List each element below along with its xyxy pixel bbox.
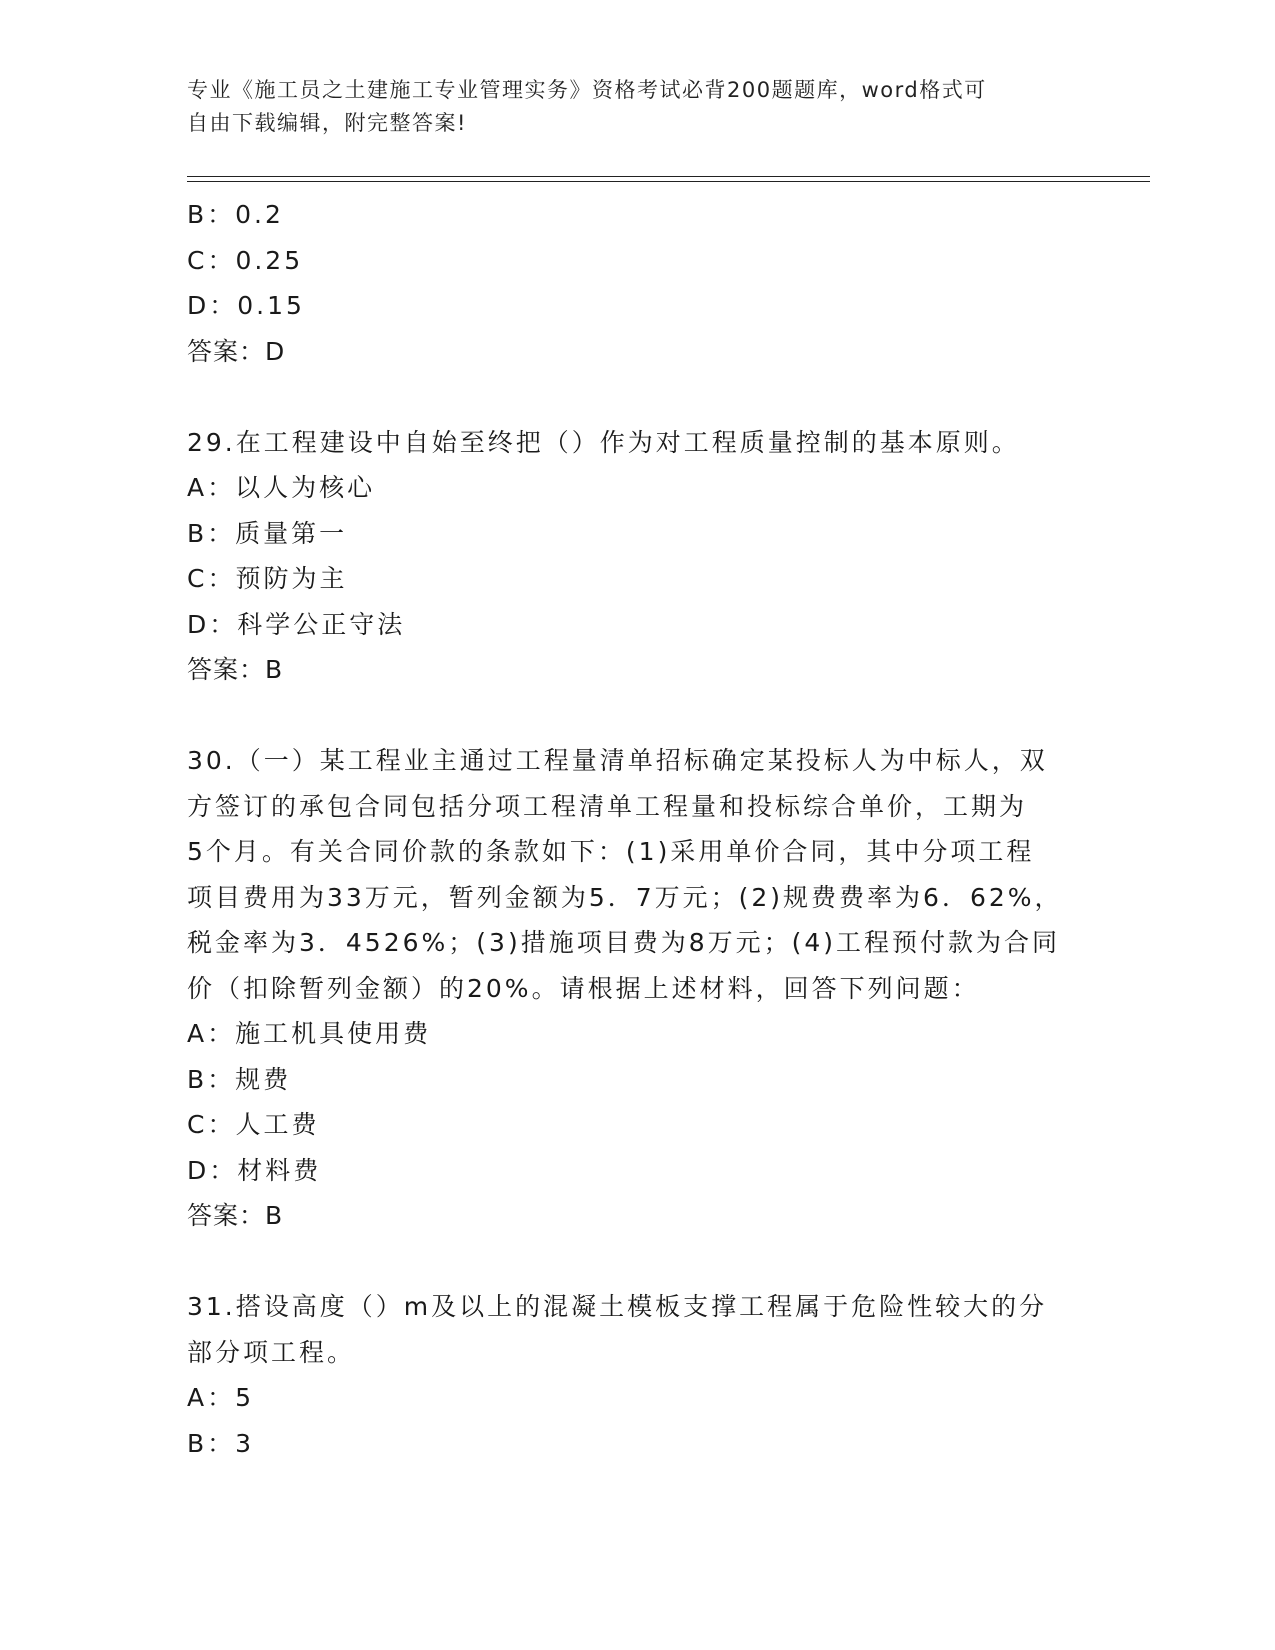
option-a: A：5	[187, 1383, 255, 1412]
question-text: 29.在工程建设中自始至终把（）作为对工程质量控制的基本原则。	[187, 427, 1020, 457]
spacer	[187, 374, 1067, 420]
option-a: A：以人为核心	[187, 473, 376, 502]
option-b: B：0.2	[187, 200, 284, 229]
answer: 答案：B	[187, 655, 284, 684]
option-c: C：0.25	[187, 245, 304, 275]
document-body	[187, 192, 1067, 1466]
question-30	[187, 738, 1067, 1239]
question-text-line: 价（扣除暂列金额）的20%。请根据上述材料，回答下列问题：	[187, 973, 980, 1003]
question-29	[187, 420, 1067, 693]
question-text-line: 31.搭设高度（）m及以上的混凝土模板支撑工程属于危险性较大的分	[187, 1292, 1048, 1321]
option-c: C：人工费	[187, 1110, 320, 1139]
header-title-line-1: 专业《施工员之土建施工专业管理实务》资格考试必背200题题库，word格式可	[187, 78, 987, 102]
option-b: B：规费	[187, 1064, 292, 1094]
question-28-continuation	[187, 192, 1067, 374]
spacer	[187, 693, 1067, 739]
option-b: B：3	[187, 1428, 255, 1458]
option-d: D：科学公正守法	[187, 609, 406, 639]
question-text-line: 5个月。有关合同价款的条款如下：(1)采用单价合同，其中分项工程	[187, 837, 1035, 866]
header-divider-bottom	[187, 181, 1150, 182]
question-text-line: 项目费用为33万元，暂列金额为5．7万元；(2)规费费率为6．62%，	[187, 882, 1063, 912]
option-b: B：质量第一	[187, 518, 348, 548]
question-text-line: 税金率为3．4526%；(3)措施项目费为8万元；(4)工程预付款为合同	[187, 928, 1061, 957]
answer: 答案：B	[187, 1201, 284, 1230]
page-header	[187, 74, 1067, 140]
option-a: A：施工机具使用费	[187, 1019, 432, 1048]
option-c: C：预防为主	[187, 564, 348, 593]
header-divider-top	[187, 176, 1150, 177]
question-text-line: 方签订的承包合同包括分项工程清单工程量和投标综合单价，工期为	[187, 791, 1028, 821]
question-text-line: 30.（一）某工程业主通过工程量清单招标确定某投标人为中标人，双	[187, 746, 1048, 775]
header-title-line-2: 自由下载编辑，附完整答案!	[187, 111, 467, 135]
question-31	[187, 1284, 1067, 1466]
question-text-line: 部分项工程。	[187, 1337, 356, 1367]
answer: 答案：D	[187, 336, 286, 366]
option-d: D：0.15	[187, 291, 305, 320]
spacer	[187, 1239, 1067, 1285]
option-d: D：材料费	[187, 1155, 322, 1185]
